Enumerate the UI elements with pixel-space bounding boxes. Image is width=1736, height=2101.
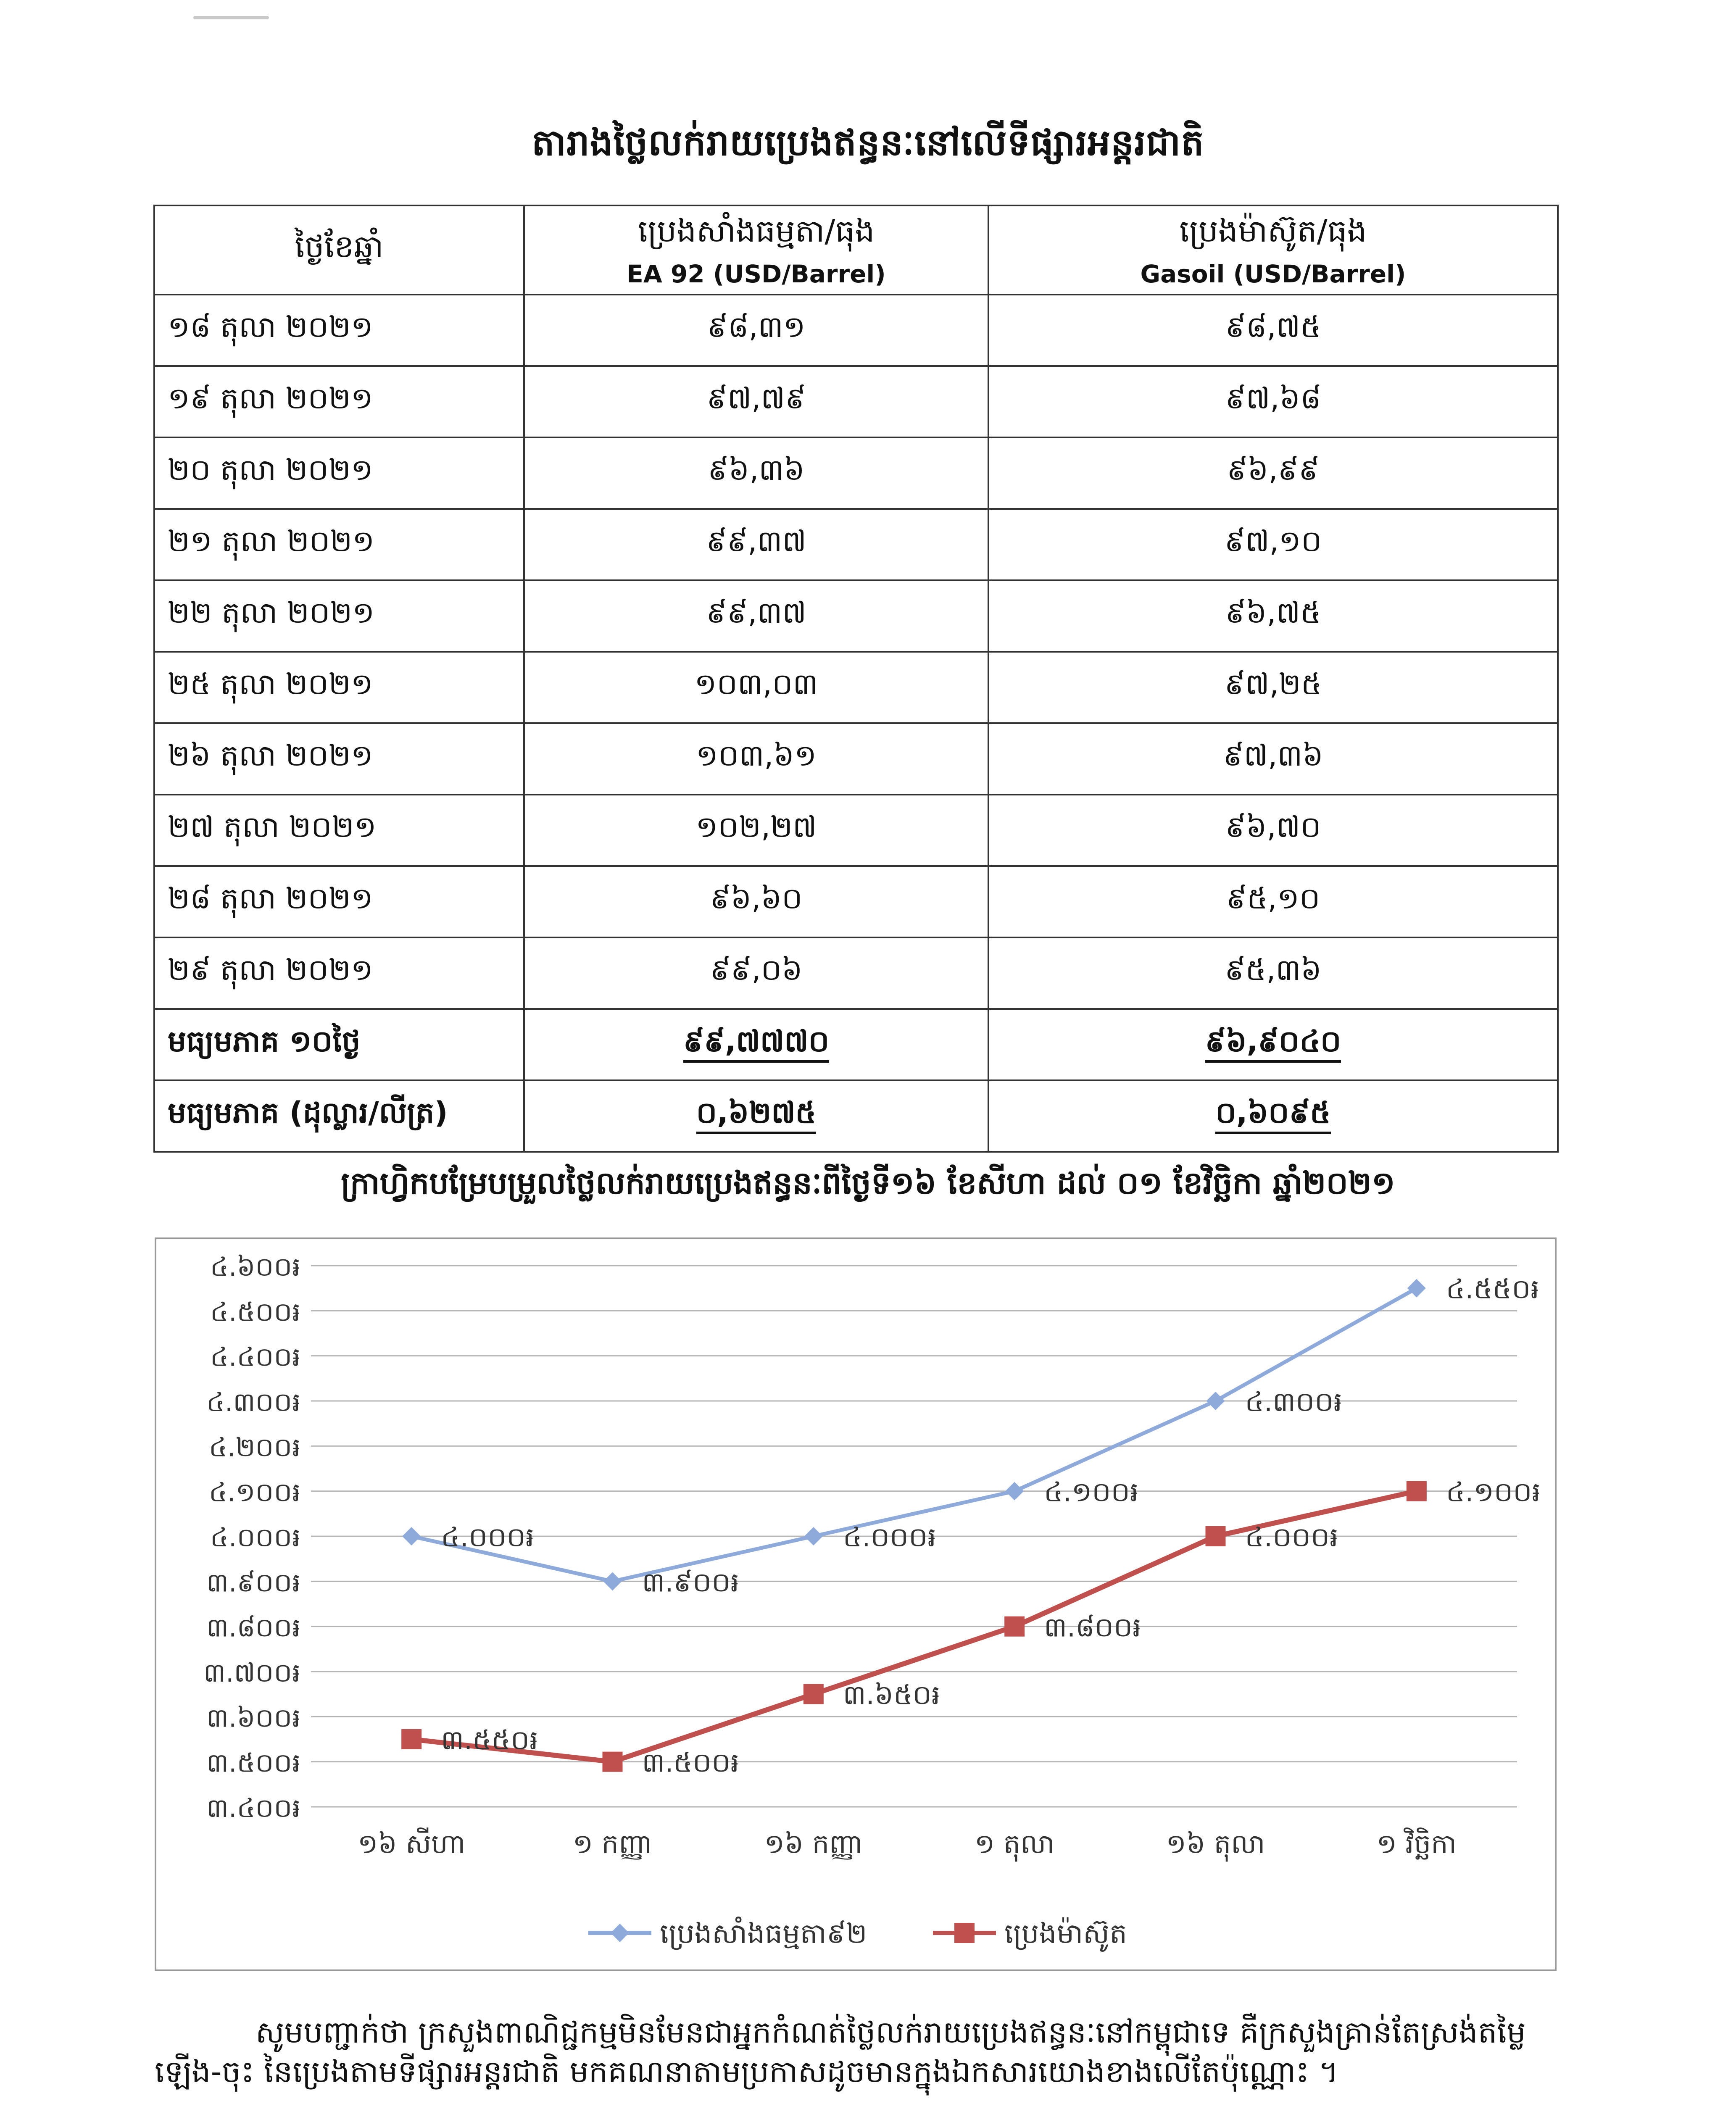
- y-tick-label: ៣.៥០០៛: [206, 1747, 300, 1778]
- y-tick-label: ៣.៨០០៛: [206, 1612, 300, 1643]
- header-gasoil-en: Gasoil (USD/Barrel): [1140, 260, 1406, 288]
- cell-gasoline: ១០៣,៦១: [524, 723, 988, 795]
- legend-marker: [954, 1923, 975, 1943]
- y-tick-label: ៤.៥០០៛: [210, 1296, 300, 1327]
- cell-date: ២០ តុលា ២០២១: [154, 437, 524, 509]
- data-point: [1005, 1482, 1024, 1501]
- cell-gasoil: ៩៧,៦៨: [988, 366, 1558, 437]
- avg-liter-label: មធ្យមភាគ (ដុល្លារ/លីត្រ): [154, 1080, 524, 1152]
- cell-gasoline: ៩៦,៦០: [524, 866, 988, 937]
- x-tick-label: ១ តុលា: [974, 1829, 1055, 1860]
- x-tick-label: ១៦ សីហា: [358, 1829, 466, 1860]
- x-tick-label: ១៦ តុលា: [1166, 1829, 1265, 1860]
- data-point: [1004, 1617, 1025, 1637]
- cell-gasoil: ៩៥,៣៦: [988, 937, 1558, 1009]
- data-point: [803, 1684, 824, 1704]
- cell-gasoil: ៩៧,២៥: [988, 652, 1558, 723]
- cell-gasoil: ៩៧,៣៦: [988, 723, 1558, 795]
- data-label: ៤.០០០៛: [1245, 1522, 1338, 1553]
- page-title: តារាងថ្លៃលក់រាយប្រេងឥន្ធនៈនៅលើទីផ្សារអន្តរជាតិ: [532, 122, 1204, 164]
- data-label: ៣.៥៥០៛: [441, 1725, 538, 1756]
- cell-gasoline: ៩៩,០៦: [524, 937, 988, 1009]
- legend-label: ប្រេងម៉ាស៊ូត: [1004, 1917, 1127, 1950]
- data-label: ៣.៩០០៛: [642, 1567, 739, 1598]
- header-gasoline-en: EA 92 (USD/Barrel): [627, 260, 886, 288]
- cell-gasoline: ១០៣,០៣: [524, 652, 988, 723]
- cell-date: ២៥ តុលា ២០២១: [154, 652, 524, 723]
- y-tick-label: ៣.៩០០៛: [206, 1567, 300, 1598]
- y-tick-label: ៤.០០០៛: [210, 1522, 300, 1553]
- data-label: ៤.៣០០៛: [1245, 1387, 1342, 1418]
- x-tick-label: ១ វិច្ឆិកា: [1376, 1829, 1457, 1860]
- y-tick-label: ៣.៧០០៛: [203, 1657, 300, 1688]
- x-tick-label: ១ កញ្ញា: [572, 1829, 653, 1860]
- data-label: ៣.៨០០៛: [1044, 1612, 1141, 1643]
- data-label: ៣.៥០០៛: [642, 1747, 739, 1779]
- data-label: ៤.១០០៛: [1446, 1477, 1541, 1508]
- cell-gasoil: ៩៦,៧០: [988, 795, 1558, 866]
- avg-liter-gasoline: ០,៦២៧៥: [524, 1080, 988, 1152]
- data-point: [401, 1729, 421, 1749]
- data-label: ៣.៦៥០៛: [843, 1680, 940, 1711]
- cell-gasoil: ៩៦,៩៩: [988, 437, 1558, 509]
- cell-gasoline: ១០២,២៧: [524, 795, 988, 866]
- avg10-gasoline: ៩៩,៧៧៧០: [524, 1009, 988, 1080]
- data-point: [603, 1752, 623, 1772]
- cell-date: ២២ តុលា ២០២១: [154, 580, 524, 652]
- header-gasoil-km: ប្រេងម៉ាស៊ូត/ធុង: [1179, 213, 1367, 249]
- y-tick-label: ៤.៤០០៛: [210, 1341, 300, 1372]
- header-gasoline-km: ប្រេងសាំងធម្មតា/ធុង: [637, 213, 875, 249]
- data-label: ៤.៥៥០៛: [1446, 1274, 1539, 1305]
- cell-gasoil: ៩៦,៧៥: [988, 580, 1558, 652]
- cell-gasoil: ៩៧,១០: [988, 509, 1558, 580]
- data-point: [1407, 1481, 1427, 1501]
- y-tick-label: ៣.៤០០៛: [206, 1793, 300, 1823]
- x-tick-label: ១៦ កញ្ញា: [764, 1829, 863, 1860]
- chart-title: ក្រាហ្វិកបម្រែបម្រួលថ្លៃលក់រាយប្រេងឥន្ធនៈពីថ្ងៃទី១៦ ខែសីហា ដល់ ០១ ខែវិច្ឆិកា ឆ្នាំ២០២១: [341, 1165, 1395, 1201]
- data-point: [603, 1572, 622, 1590]
- y-tick-label: ៤.៣០០៛: [206, 1387, 300, 1417]
- y-tick-label: ៤.៦០០៛: [210, 1251, 300, 1282]
- data-point: [1206, 1526, 1226, 1546]
- data-label: ៤.០០០៛: [441, 1522, 535, 1553]
- legend-marker: [611, 1924, 629, 1942]
- cell-gasoline: ៩៩,៣៧: [524, 580, 988, 652]
- legend-label: ប្រេងសាំងធម្មតា៩២: [660, 1917, 867, 1950]
- cell-date: ១៨ តុលា ២០២១: [154, 295, 524, 366]
- data-point: [804, 1527, 823, 1545]
- cell-date: ២៧ តុលា ២០២១: [154, 795, 524, 866]
- avg-liter-gasoil: ០,៦០៩៥: [988, 1080, 1558, 1152]
- paragraph-note: សូមបញ្ជាក់ថា ក្រសួងពាណិជ្ជកម្មមិនមែនជាអ្នកកំណត់ថ្លៃលក់រាយប្រេងឥន្ធនៈនៅកម្ពុជាទេ គឺក្រសួងគ្រាន់តែស្រង់តម្លៃឡើង-ចុះ នៃប្រេងតាមទីផ្សារអន្តរជាតិ មកគណនាតាមប្រកាសដូចមានក្នុងឯកសារយោងខាងលើតែប៉ុណ្ណោះ ។: [155, 2014, 1526, 2089]
- data-label: ៤.០០០៛: [843, 1522, 936, 1553]
- data-point: [1407, 1279, 1426, 1298]
- data-point: [1207, 1392, 1225, 1410]
- cell-gasoline: ៩៧,៧៩: [524, 366, 988, 437]
- data-label: ៤.១០០៛: [1044, 1477, 1139, 1508]
- cell-date: ២១ តុលា ២០២១: [154, 509, 524, 580]
- header-date: ថ្ងៃខែឆ្នាំ: [154, 205, 524, 295]
- cell-date: ២៨ តុលា ២០២១: [154, 866, 524, 937]
- y-tick-label: ៣.៦០០៛: [206, 1702, 300, 1733]
- cell-date: ១៩ តុលា ២០២១: [154, 366, 524, 437]
- avg10-gasoil: ៩៦,៩០៤០: [988, 1009, 1558, 1080]
- cell-date: ២៩ តុលា ២០២១: [154, 937, 524, 1009]
- y-tick-label: ៤.១០០៛: [209, 1477, 300, 1508]
- cell-date: ២៦ តុលា ២០២១: [154, 723, 524, 795]
- cell-gasoline: ៩៦,៣៦: [524, 437, 988, 509]
- cell-gasoil: ៩៨,៧៥: [988, 295, 1558, 366]
- data-point: [402, 1527, 421, 1545]
- cell-gasoline: ៩៩,៣៧: [524, 509, 988, 580]
- avg10-label: មធ្យមភាគ ១០ថ្ងៃ: [154, 1009, 524, 1080]
- y-tick-label: ៤.២០០៛: [209, 1432, 300, 1463]
- cell-gasoil: ៩៥,១០: [988, 866, 1558, 937]
- cell-gasoline: ៩៨,៣១: [524, 295, 988, 366]
